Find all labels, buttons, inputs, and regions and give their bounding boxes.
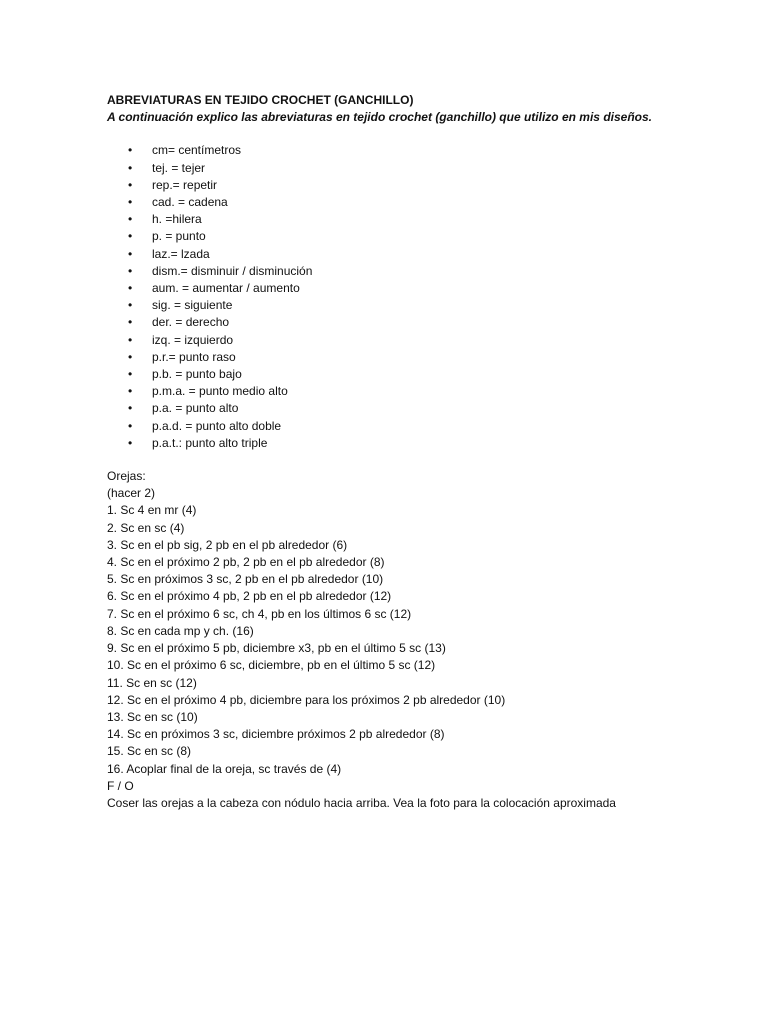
- pattern-step: 15. Sc en sc (8): [107, 744, 192, 759]
- pattern-step: 4. Sc en el próximo 2 pb, 2 pb en el pb alrededor (8): [107, 555, 385, 570]
- fasten-off-note: F / O: [107, 778, 134, 793]
- bullet-icon: •: [128, 315, 133, 330]
- document-page: [107, 92, 747, 812]
- list-item: • p. = punto: [107, 228, 747, 245]
- bullet-icon: •: [128, 263, 133, 278]
- document-title: ABREVIATURAS EN TEJIDO CROCHET (GANCHILLO): [107, 93, 414, 107]
- list-item: • p.b. = punto bajo: [107, 366, 747, 383]
- bullet-icon: •: [128, 143, 133, 158]
- closing-instruction: Coser las orejas a la cabeza con nódulo hacia arriba. Vea la foto para la colocación aproximada: [107, 795, 616, 810]
- document-subtitle: A continuación explico las abreviaturas en tejido crochet (ganchillo) que utilizo en mis diseños.: [107, 110, 652, 125]
- pattern-step: 1. Sc 4 en mr (4): [107, 503, 197, 518]
- pattern-step: 16. Acoplar final de la oreja, sc través de (4): [107, 761, 342, 776]
- pattern-step: 5. Sc en próximos 3 sc, 2 pb en el pb alrededor (10): [107, 572, 384, 587]
- pattern-note: (hacer 2): [107, 486, 156, 501]
- bullet-icon: •: [128, 160, 133, 175]
- abbreviation-list: [107, 142, 747, 452]
- bullet-icon: •: [128, 418, 133, 433]
- pattern-step: 14. Sc en próximos 3 sc, diciembre próximos 2 pb alrededor (8): [107, 727, 445, 742]
- list-item: • cad. = cadena: [107, 194, 747, 211]
- pattern-heading: Orejas:: [107, 469, 146, 484]
- pattern-step: 6. Sc en el próximo 4 pb, 2 pb en el pb alrededor (12): [107, 589, 392, 604]
- list-item: • p.a.t.: punto alto triple: [107, 435, 747, 452]
- pattern-step: 9. Sc en el próximo 5 pb, diciembre x3, pb en el último 5 sc (13): [107, 641, 446, 656]
- bullet-icon: •: [128, 435, 133, 450]
- list-item: • p.a.d. = punto alto doble: [107, 418, 747, 435]
- pattern-step: 7. Sc en el próximo 6 sc, ch 4, pb en los últimos 6 sc (12): [107, 606, 412, 621]
- bullet-icon: •: [128, 229, 133, 244]
- bullet-icon: •: [128, 401, 133, 416]
- list-item: • der. = derecho: [107, 314, 747, 331]
- list-item: • h. =hilera: [107, 211, 747, 228]
- pattern-step: 12. Sc en el próximo 4 pb, diciembre para los próximos 2 pb alrededor (10): [107, 692, 506, 707]
- bullet-icon: •: [128, 367, 133, 382]
- bullet-icon: •: [128, 195, 133, 210]
- list-item: • cm= centímetros: [107, 142, 747, 159]
- bullet-icon: •: [128, 177, 133, 192]
- list-item: • p.m.a. = punto medio alto: [107, 383, 747, 400]
- bullet-icon: •: [128, 384, 133, 399]
- pattern-step: 11. Sc en sc (12): [107, 675, 197, 690]
- pattern-step: 2. Sc en sc (4): [107, 520, 185, 535]
- list-item: • p.r.= punto raso: [107, 349, 747, 366]
- list-item: • dism.= disminuir / disminución: [107, 263, 747, 280]
- list-item: • laz.= lzada: [107, 246, 747, 263]
- pattern-step: 3. Sc en el pb sig, 2 pb en el pb alrededor (6): [107, 537, 348, 552]
- pattern-step: 10. Sc en el próximo 6 sc, diciembre, pb en el último 5 sc (12): [107, 658, 436, 673]
- list-item: • tej. = tejer: [107, 160, 747, 177]
- pattern-section: [107, 468, 747, 812]
- list-item: • rep.= repetir: [107, 177, 747, 194]
- bullet-icon: •: [128, 349, 133, 364]
- list-item: • izq. = izquierdo: [107, 332, 747, 349]
- list-item: • aum. = aumentar / aumento: [107, 280, 747, 297]
- bullet-icon: •: [128, 298, 133, 313]
- pattern-step: 8. Sc en cada mp y ch. (16): [107, 623, 254, 638]
- list-item: • p.a. = punto alto: [107, 400, 747, 417]
- pattern-step: 13. Sc en sc (10): [107, 709, 198, 724]
- bullet-icon: •: [128, 212, 133, 227]
- bullet-icon: •: [128, 332, 133, 347]
- bullet-icon: •: [128, 281, 133, 296]
- list-item: • sig. = siguiente: [107, 297, 747, 314]
- bullet-icon: •: [128, 246, 133, 261]
